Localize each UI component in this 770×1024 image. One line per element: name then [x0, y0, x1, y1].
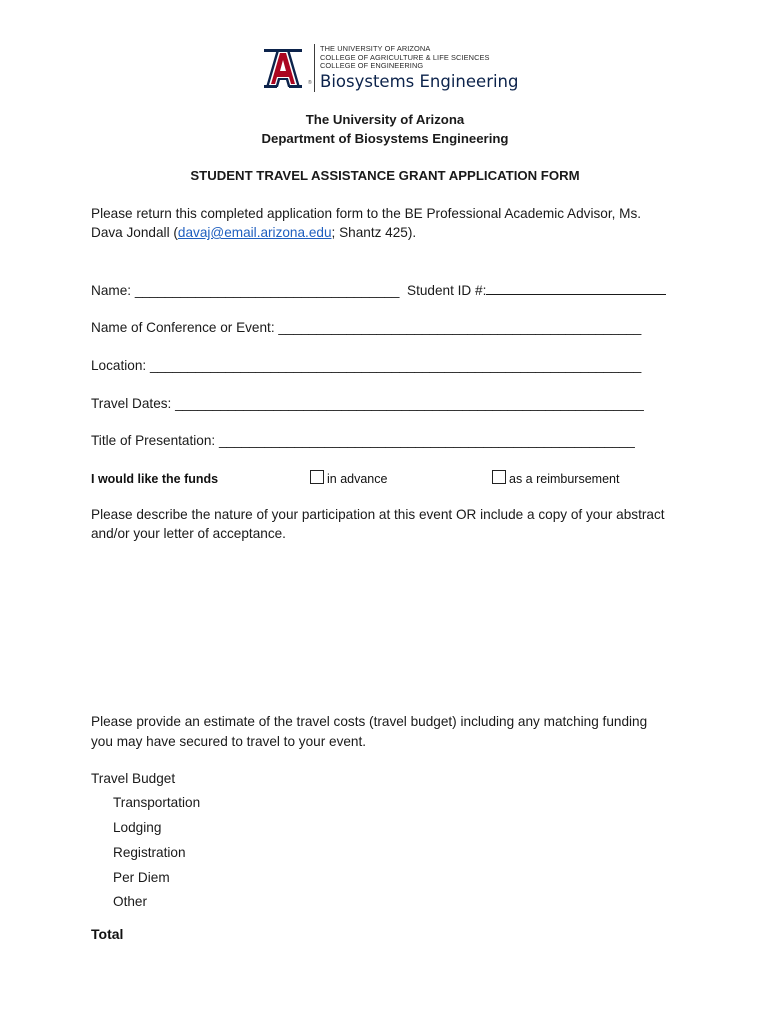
budget-item-lodging: Lodging — [113, 820, 162, 835]
budget-prompt-line-2: you may have secured to travel to your event. — [91, 734, 367, 749]
instructions-prefix: Dava Jondall ( — [91, 225, 178, 240]
reimbursement-checkbox[interactable] — [492, 470, 506, 484]
registered-mark: ® — [308, 80, 312, 86]
logo-divider — [314, 44, 315, 92]
logo-college-engineering: COLLEGE OF ENGINEERING — [320, 61, 424, 71]
arizona-a-logo-icon — [263, 46, 303, 88]
department-heading: Department of Biosystems Engineering — [261, 131, 509, 146]
logo-university-name: THE UNIVERSITY OF ARIZONA — [320, 44, 431, 53]
student-id-field[interactable] — [407, 281, 666, 301]
student-id-label: Student ID #: — [407, 283, 487, 298]
student-id-blank[interactable] — [486, 282, 666, 295]
travel-budget-heading: Travel Budget — [91, 771, 176, 786]
university-heading: The University of Arizona — [305, 112, 465, 127]
participation-prompt-line-2: and/or your letter of acceptance. — [91, 526, 286, 541]
name-field[interactable] — [91, 281, 399, 301]
logo-department-name: Biosystems Engineering — [320, 71, 519, 91]
advisor-email-link[interactable]: davaj@email.arizona.edu — [177, 225, 332, 240]
instructions-line-2 — [91, 223, 416, 243]
budget-item-per-diem: Per Diem — [113, 870, 170, 885]
participation-prompt-line-1: Please describe the nature of your participation at this event OR include a copy of your abstract — [91, 507, 665, 522]
budget-total-label: Total — [91, 926, 124, 942]
university-logo — [263, 44, 519, 96]
budget-prompt-line-1: Please provide an estimate of the travel costs (travel budget) including any matching funding — [91, 714, 648, 729]
budget-item-transportation: Transportation — [113, 795, 201, 810]
conference-field[interactable]: Name of Conference or Event: ________________________________________________ — [91, 320, 642, 335]
advance-checkbox[interactable] — [310, 470, 324, 484]
form-title: STUDENT TRAVEL ASSISTANCE GRANT APPLICATION FORM — [190, 168, 580, 183]
instructions-suffix: ; Shantz 425). — [331, 225, 417, 240]
presentation-title-field[interactable]: Title of Presentation: _______________________________________________________ — [91, 433, 635, 448]
budget-item-other: Other — [113, 894, 147, 909]
logo-college-agriculture: COLLEGE OF AGRICULTURE & LIFE SCIENCES — [320, 52, 490, 62]
budget-item-registration: Registration — [113, 845, 186, 860]
location-field[interactable]: Location: _________________________________________________________________ — [91, 358, 642, 373]
reimbursement-option-label: as a reimbursement — [509, 472, 620, 486]
logo-wordmark — [320, 44, 519, 92]
advance-option-label: in advance — [327, 472, 388, 486]
instructions-line-1: Please return this completed application form to the BE Professional Academic Advisor, Ms. — [91, 206, 642, 221]
name-label: Name: ___________________________________ — [91, 283, 400, 298]
travel-dates-field[interactable]: Travel Dates: ______________________________________________________________ — [91, 396, 644, 411]
funds-label: I would like the funds — [91, 472, 219, 486]
